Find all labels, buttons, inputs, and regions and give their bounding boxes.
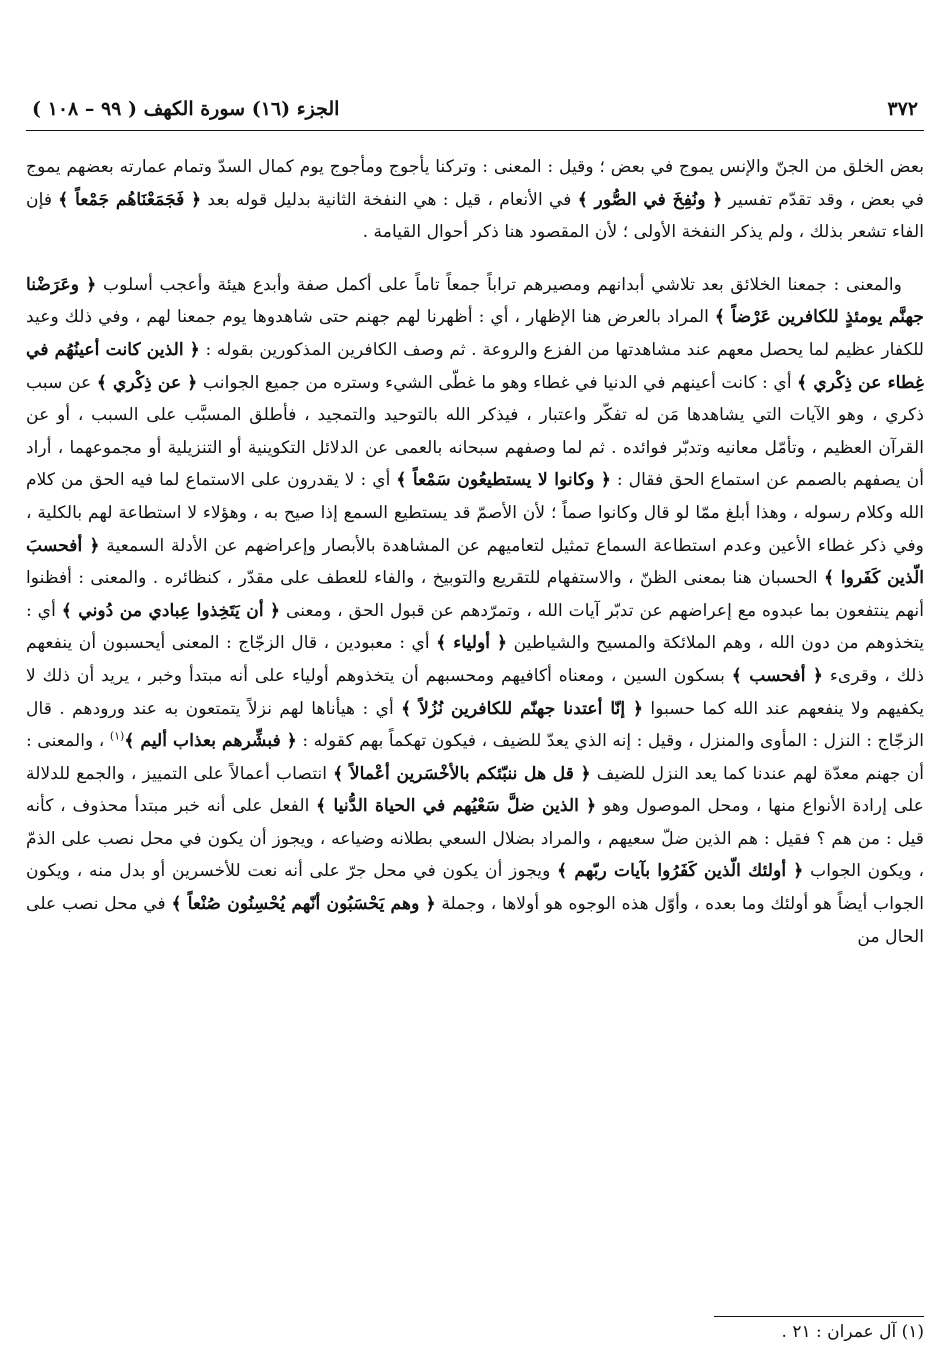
text-run: الفعل على أنه خبر مبتدأ محذوف ، كأنه قيل : من هم ؟ فقيل : هم الذين ضلّ سعيهم ، والمراد بضلال السعي بطلانه وضياعه ، ويجوز أن يكون في محل نصب على الذمّ ، ويكون الجواب <box>26 796 924 882</box>
quran-quote: ﴿ وهم يَحْسَبُون أنّهم يُحْسِنُون صُنْعاً ﴾ <box>171 894 436 915</box>
text-run: ، والمعنى : أن جهنم معدّة لهم عندنا كما يعد النزل للضيف <box>26 731 924 784</box>
text-run: في الأنعام ، قيل : هي النفخة الثانية بدليل قوله بعد <box>201 189 578 210</box>
quran-quote: ﴿ أفحسبَ الّذين كَفَروا ﴾ <box>26 535 924 589</box>
quran-quote: ﴿ فبشِّرهم بعذاب أليم ﴾ <box>124 731 297 752</box>
quran-quote: ﴿ أن يَتَخِذوا عِبادي من دُوني ﴾ <box>61 600 281 621</box>
text-run: أي : معبودين ، قال الزجّاج : المعنى أيحسبون أن ينفعهم ذلك ، وقرىء <box>26 633 924 686</box>
quran-quote: ﴿ أولئك الّذين كَفَرُوا بآيات ربّهم ﴾ <box>557 861 804 882</box>
footnote-reference: (١) <box>109 729 125 743</box>
page-number: ٣٧٢ <box>887 98 918 120</box>
text-run: ويجوز أن يكون في محل جرّ على أنه نعت للأخسرين أو بدل منه ، ويكون الجواب أيضاً هو أولئك وما بعده ، وأوّل هذه الوجوه هو أولاها ، وجملة <box>26 861 924 915</box>
quran-quote: ﴿ عن ذِكْري ﴾ <box>96 372 198 393</box>
quran-quote: ﴿ الذين كانت أعينُهُم في غِطاء عن ذِكْري ﴾ <box>26 339 924 393</box>
quran-quote: ﴿ فَجَمَعْنَاهُم جَمْعاً ﴾ <box>58 189 202 210</box>
book-page <box>26 96 924 1356</box>
text-run: أي : يتخذوهم من دون الله ، وهم الملائكة والمسيح والشياطين <box>26 600 924 654</box>
quran-quote: ﴿ وعَرَضْنا جهنَّم يومئذٍ للكافرين عَرْضاً ﴾ <box>26 274 924 328</box>
text-run: والمعنى : جمعنا الخلائق بعد تلاشي أبدانهم ومصيرهم تراباً جمعاً تاماً على أكمل صفة وأبدع هيئة وأعجب أسلوب <box>96 274 902 295</box>
text-run: أي : لا يقدرون على الاستماع لما فيه الحق من كلام الله وكلام رسوله ، وهذا أبلغ ممّا لو قال وكانوا صماً ؛ لأن الأصمّ قد يستطيع السمع إذا صيح به ، وهؤلاء لا استطاعة لهم بالكلية ، وفي ذكر غطاء الأعين وعدم استطاعة السماع تمثيل لتعاميهم عن المشاهدة بالأبصار وإعراضهم عن الأدلة السمعية <box>26 470 924 556</box>
paragraph-2 <box>26 269 924 953</box>
quran-quote: ﴿ الذين ضلَّ سَعْيُهم في الحياة الدُّنيا ﴾ <box>316 796 597 817</box>
footnote: (١) آل عمران : ٢١ . <box>781 1322 924 1342</box>
text-run: أي : هيأناها لهم نزلاً يتمتعون به عند ورودهم . قال الزجّاج : النزل : المأوى والمنزل ، وقيل : إنه الذي يعدّ للضيف ، فيكون تهكماً بهم كقوله : <box>26 698 924 752</box>
quran-quote: ﴿ ونُفِخَ في الصُّور ﴾ <box>577 189 723 210</box>
text-run: انتصاب أعمالاً على التمييز ، والجمع للدلالة على إرادة الأنواع منها ، ومحل الموصول وهو <box>26 763 924 817</box>
quran-quote: ﴿ إنّا أعتدنا جهنّم للكافرين نُزُلاً ﴾ <box>401 698 644 719</box>
page-header <box>26 96 924 131</box>
text-run: بعض الخلق من الجنّ والإنس يموج في بعض ؛ وقيل : المعنى : وتركنا يأجوج ومأجوج يوم كمال السدّ وتمام عمارته بعضهم يموج في بعض ، وقد تقدّم تفسير <box>26 157 924 210</box>
text-run: فإن الفاء تشعر بذلك ، ولم يذكر النفخة الأولى ؛ لأن المقصود هنا ذكر أحوال القيامة . <box>26 189 924 243</box>
running-title: الجزء (١٦) سورة الكهف ( ٩٩ – ١٠٨ ) <box>32 98 340 120</box>
text-run: عن سبب ذكري ، وهو الآيات التي يشاهدها مَن له تفكّر واعتبار ، فيذكر الله بالتوحيد والتمجيد ، فأطلق المسبَّب على السبب ، أو عن القرآن العظيم ، وتأمّل معانيه وتدبّر فوائده . ثم لما وصفهم سبحانه بالعمى عن الدلائل التكوينية أو التنزيلية أو مجموعهما ، أراد أن يصفهم بالصمم عن استماع الحق فقال : <box>26 372 924 491</box>
quran-quote: ﴿ أفحسب ﴾ <box>731 665 823 686</box>
text-run: الحسبان هنا بمعنى الظنّ ، والاستفهام للتقريع والتوبيخ ، والفاء للعطف على مقدّر ، كنظائره . والمعنى : أفظنوا أنهم ينتفعون بما عبدوه مع إعراضهم عن تدبّر آيات الله ، وتمرّدهم عن قبول الحق ، ومعنى <box>26 568 924 621</box>
text-run: أي : كانت أعينهم في الدنيا في غطاء وهو ما غطّى الشيء وستره من جميع الجوانب <box>197 372 798 393</box>
quran-quote: ﴿ قل هل ننبّئكم بالأخْسَرين أعْمالاً ﴾ <box>333 763 591 784</box>
quran-quote: ﴿ وكانوا لا يستطيعُون سَمْعاً ﴾ <box>396 470 611 491</box>
quran-quote: ﴿ أولياء ﴾ <box>436 633 508 654</box>
text-run: بسكون السين ، ومعناه أكافيهم ومحسبهم أن يتخذوهم أولياء على أنه مبتدأ وخبر ، يريد أن ذلك لا يكفيهم ولا ينفعهم عند الله كما حسبوا <box>26 665 924 719</box>
text-run: المراد بالعرض هنا الإظهار ، أي : أظهرنا لهم جهنم حتى شاهدوها يوم جمعنا لهم ، وفي ذلك وعيد للكفار عظيم لما يحصل معهم عند مشاهدتها من الفزع والروعة . ثم وصف الكافرين المذكورين بقوله : <box>26 307 925 360</box>
footnote-divider <box>714 1316 924 1317</box>
paragraph-1 <box>26 151 924 249</box>
text-run: في محل نصب على الحال من <box>26 894 924 947</box>
